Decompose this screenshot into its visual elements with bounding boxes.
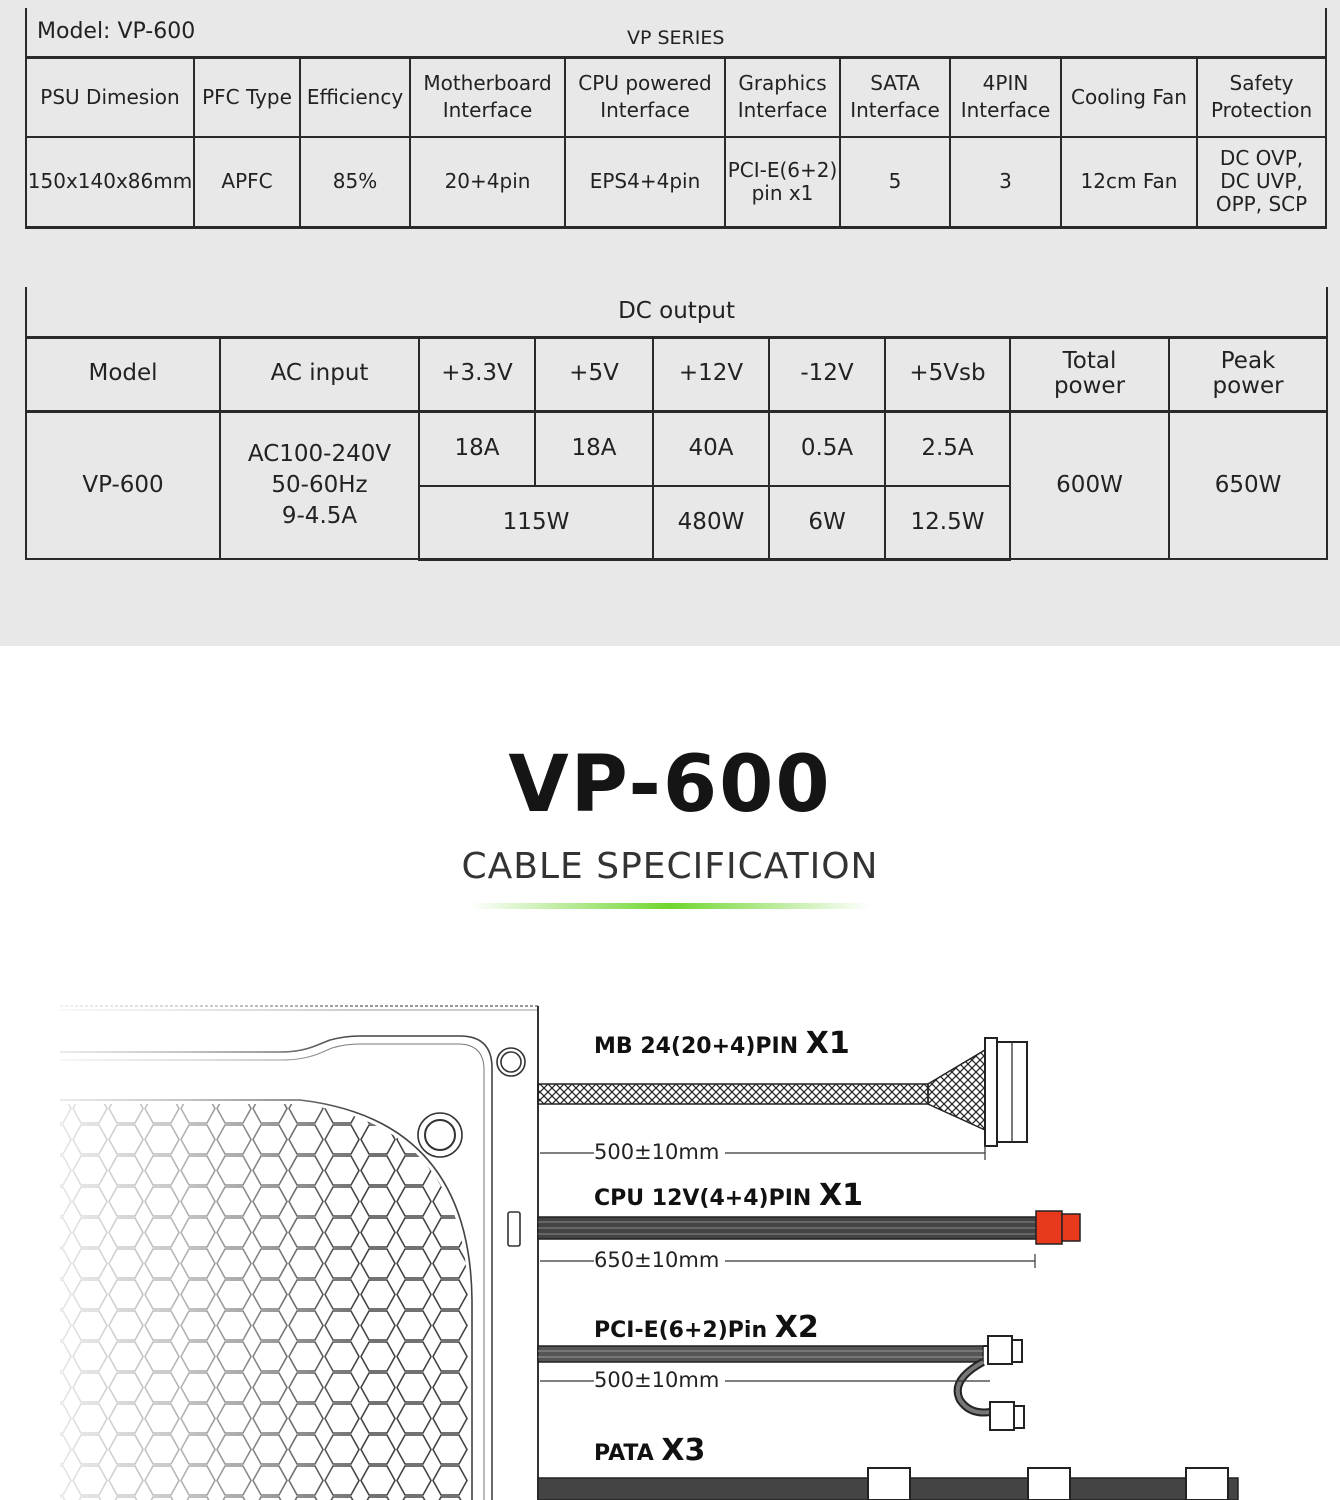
- cable-section-subtitle: CABLE SPECIFICATION: [461, 846, 879, 887]
- spec-value-cell: [725, 137, 840, 227]
- ac-input-line: 9-4.5A: [281, 502, 358, 529]
- amps-5vsb: 2.5A: [885, 411, 1010, 486]
- amps-neg12v: 0.5A: [769, 411, 885, 486]
- amps-5v: 18A: [535, 411, 653, 486]
- spec-header-cell: [1061, 57, 1197, 137]
- dc-header-cell: -12V: [769, 337, 885, 411]
- spec-header-text: Cooling Fan: [1071, 84, 1187, 109]
- spec-header-row: [26, 57, 1326, 137]
- spec-header-cell: [1197, 57, 1326, 137]
- spec-header-cell: [410, 57, 565, 137]
- spec-header-text: Protection: [1210, 98, 1313, 123]
- spec-header-text: Interface: [850, 98, 940, 123]
- spec-header-text: Graphics: [738, 71, 827, 96]
- ac-input-line: AC100-240V: [247, 440, 392, 467]
- amps-3v3: 18A: [419, 411, 535, 486]
- watts-neg12v: 6W: [769, 486, 885, 559]
- dc-header-cell: AC input: [220, 337, 419, 411]
- dc-ac-input: [220, 411, 419, 559]
- spec-header-cell: [725, 57, 840, 137]
- spec-header-text: CPU powered: [578, 71, 712, 96]
- spec-value-text: DC OVP,: [1219, 146, 1304, 171]
- cable-title-pata: [594, 1433, 705, 1468]
- dc-output-title: DC output: [26, 287, 1327, 337]
- spec-header-text: 4PIN: [982, 71, 1029, 96]
- cable-length-mb: 500±10mm: [594, 1140, 725, 1164]
- spec-value-row: [26, 137, 1326, 227]
- spec-value-text: pin x1: [751, 180, 814, 205]
- spec-header-cell: [26, 57, 194, 137]
- spec-value-text: 5: [888, 169, 902, 194]
- cable-name: MB 24(20+4)PIN: [594, 1034, 806, 1059]
- spec-header-text: Safety: [1229, 71, 1294, 96]
- cable-length-cpu: 650±10mm: [594, 1248, 725, 1272]
- dc-header-row: [26, 337, 1327, 411]
- watts-3v3-5v: 115W: [419, 486, 653, 559]
- accent-divider: [470, 903, 870, 909]
- spec-header-cell: [300, 57, 410, 137]
- cable-name: CPU 12V(4+4)PIN: [594, 1186, 819, 1211]
- dc-header-cell: Total power: [1010, 337, 1169, 411]
- spec-header-text: Motherboard: [423, 71, 552, 96]
- watts-12v: 480W: [653, 486, 769, 559]
- spec-header-text: PFC Type: [202, 84, 292, 109]
- spec-header-text: Interface: [960, 98, 1051, 123]
- spec-value-text: 85%: [332, 169, 378, 194]
- cable-qty: X2: [774, 1310, 819, 1345]
- psu-body: [0, 1000, 538, 1500]
- spec-header-cell: [950, 57, 1061, 137]
- spec-value-cell: [410, 137, 565, 227]
- spec-value-cell: [194, 137, 300, 227]
- spec-header-text: Interface: [737, 98, 828, 123]
- spec-value-cell: [840, 137, 950, 227]
- cable-title-cpu: [594, 1178, 863, 1213]
- spec-value-text: DC UVP,: [1220, 169, 1303, 194]
- cable-name: PATA: [594, 1441, 662, 1466]
- cable-qty: X3: [661, 1433, 706, 1468]
- spec-header-text: SATA: [870, 71, 920, 96]
- total-power: 600W: [1010, 411, 1169, 559]
- spec-value-cell: [26, 137, 194, 227]
- spec-header-text: Interface: [442, 98, 533, 123]
- spec-value-cell: [950, 137, 1061, 227]
- dc-header-cell: +5Vsb: [885, 337, 1010, 411]
- cable-qty: X1: [805, 1026, 850, 1061]
- cable-qty: X1: [818, 1178, 863, 1213]
- dc-header-cell: +3.3V: [419, 337, 535, 411]
- spec-value-cell: [300, 137, 410, 227]
- spec-title-cell: [26, 8, 1326, 57]
- dc-output-table: [25, 287, 1328, 561]
- dc-header-cell: +12V: [653, 337, 769, 411]
- dc-header-cell: +5V: [535, 337, 653, 411]
- spec-header-text: Interface: [600, 98, 690, 123]
- spec-value-text: APFC: [221, 169, 273, 194]
- peak-power: 650W: [1169, 411, 1327, 559]
- spec-header-text: Efficiency: [306, 84, 404, 109]
- amps-12v: 40A: [653, 411, 769, 486]
- cable-length-pcie: 500±10mm: [594, 1368, 725, 1392]
- spec-value-text: 3: [999, 169, 1012, 194]
- spec-value-text: 12cm Fan: [1080, 169, 1178, 194]
- ac-input-line: 50-60Hz: [271, 471, 368, 498]
- dc-header-cell: Model: [26, 337, 220, 411]
- spec-value-text: OPP, SCP: [1215, 192, 1308, 217]
- spec-value-text: 150x140x86mm: [27, 169, 193, 194]
- model-label: Model: VP-600: [37, 18, 196, 44]
- spec-header-cell: [194, 57, 300, 137]
- spec-value-text: 20+4pin: [444, 169, 531, 194]
- series-label: VP SERIES: [627, 27, 725, 49]
- watts-5vsb: 12.5W: [885, 486, 1010, 559]
- spec-header-cell: [565, 57, 725, 137]
- spec-table: [25, 8, 1327, 229]
- cable-title-mb: [594, 1026, 850, 1061]
- spec-value-cell: [1061, 137, 1197, 227]
- spec-value-cell: [1197, 137, 1326, 227]
- spec-value-text: PCI-E(6+2): [727, 157, 838, 182]
- spec-value-text: EPS4+4pin: [589, 169, 701, 194]
- cable-title-pcie: [594, 1310, 819, 1345]
- cable-section-title: VP-600: [508, 740, 832, 830]
- spec-header-cell: [840, 57, 950, 137]
- cable-name: PCI-E(6+2)Pin: [594, 1318, 775, 1343]
- spec-header-text: PSU Dimesion: [40, 84, 180, 109]
- pata-cable: [538, 1468, 1238, 1500]
- spec-value-cell: [565, 137, 725, 227]
- dc-model: VP-600: [26, 411, 220, 559]
- dc-header-cell: Peak power: [1169, 337, 1327, 411]
- dc-amps-row: [26, 411, 1327, 486]
